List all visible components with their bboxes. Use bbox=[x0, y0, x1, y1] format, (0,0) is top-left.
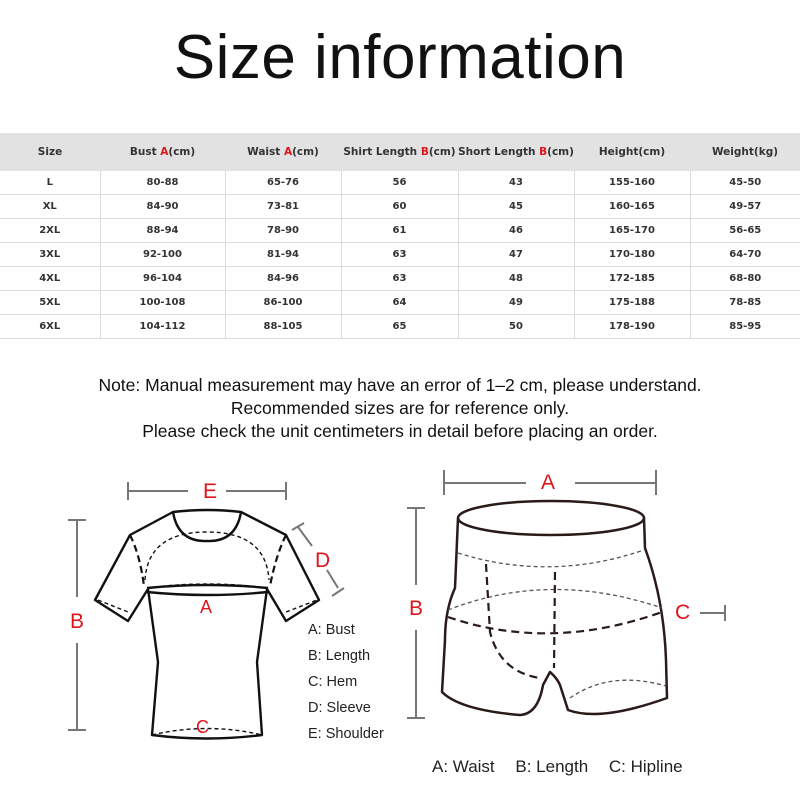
table-cell: 45-50 bbox=[690, 171, 800, 195]
table-cell: 104-112 bbox=[100, 315, 225, 339]
header-text: Shirt Length bbox=[343, 146, 421, 158]
table-cell: 73-81 bbox=[225, 195, 341, 219]
header-text: Short Length bbox=[458, 146, 540, 158]
table-row bbox=[0, 219, 800, 243]
header-text: Bust bbox=[129, 146, 161, 158]
shirt-label-c: C bbox=[196, 717, 209, 737]
table-cell: 81-94 bbox=[225, 243, 341, 267]
header-measure-key: B bbox=[420, 146, 429, 158]
table-cell: 49 bbox=[458, 291, 574, 315]
table-row bbox=[0, 195, 800, 219]
table-cell: 4XL bbox=[0, 267, 100, 291]
table-cell: 50 bbox=[458, 315, 574, 339]
table-cell: 160-165 bbox=[574, 195, 690, 219]
shorts-legend-waist: A: Waist bbox=[432, 757, 495, 776]
header-unit: (cm) bbox=[168, 146, 196, 158]
size-chart-table bbox=[0, 133, 800, 339]
table-row bbox=[0, 243, 800, 267]
shirt-legend-length: B: Length bbox=[308, 648, 371, 664]
shirt-label-e: E bbox=[203, 480, 218, 503]
table-cell: 64 bbox=[341, 291, 458, 315]
note-line-1: Note: Manual measurement may have an error of 1–2 cm, please understand. bbox=[98, 375, 702, 395]
header-measure-key: A bbox=[160, 146, 169, 158]
note-line-2: Recommended sizes are for reference only. bbox=[230, 398, 570, 418]
table-cell: 60 bbox=[341, 195, 458, 219]
table-cell: 45 bbox=[458, 195, 574, 219]
shirt-label-d: D bbox=[315, 549, 331, 572]
table-row bbox=[0, 291, 800, 315]
shorts-legend-hipline: C: Hipline bbox=[608, 757, 683, 776]
table-cell: 172-185 bbox=[574, 267, 690, 291]
table-cell: 43 bbox=[458, 171, 574, 195]
header-unit: (cm) bbox=[428, 146, 456, 158]
table-cell: 65-76 bbox=[225, 171, 341, 195]
shorts-legend bbox=[400, 757, 800, 777]
shorts-label-a: A bbox=[541, 471, 556, 494]
table-cell: 2XL bbox=[0, 219, 100, 243]
table-cell: 6XL bbox=[0, 315, 100, 339]
shorts-outline-icon bbox=[400, 460, 760, 760]
shirt-label-a: A bbox=[200, 597, 213, 617]
table-cell: 3XL bbox=[0, 243, 100, 267]
table-cell: 47 bbox=[458, 243, 574, 267]
shorts-legend-length: B: Length bbox=[515, 757, 589, 776]
page-title: Size information bbox=[173, 23, 627, 92]
table-cell: 48 bbox=[458, 267, 574, 291]
table-cell: 86-100 bbox=[225, 291, 341, 315]
shirt-diagram bbox=[40, 460, 400, 790]
shirt-legend-hem: C: Hem bbox=[308, 674, 358, 690]
shorts-label-b: B bbox=[409, 597, 424, 620]
table-cell: 84-96 bbox=[225, 267, 341, 291]
column-header bbox=[100, 133, 225, 171]
table-row bbox=[0, 315, 800, 339]
header-unit: (cm) bbox=[292, 146, 319, 158]
shirt-legend-bust: A: Bust bbox=[308, 622, 355, 638]
table-cell: 61 bbox=[341, 219, 458, 243]
shorts-label-c: C bbox=[675, 601, 691, 624]
table-cell: 78-90 bbox=[225, 219, 341, 243]
table-cell: 78-85 bbox=[690, 291, 800, 315]
table-cell: 96-104 bbox=[100, 267, 225, 291]
table-cell: 80-88 bbox=[100, 171, 225, 195]
shirt-label-b: B bbox=[70, 610, 85, 633]
table-cell: 49-57 bbox=[690, 195, 800, 219]
table-cell: 68-80 bbox=[690, 267, 800, 291]
measurement-note bbox=[0, 374, 800, 443]
header-unit: (cm) bbox=[547, 146, 574, 158]
table-row bbox=[0, 171, 800, 195]
shorts-diagram bbox=[400, 460, 760, 760]
table-cell: 175-188 bbox=[574, 291, 690, 315]
table-header-row bbox=[0, 133, 800, 171]
column-header bbox=[225, 133, 341, 171]
column-header bbox=[690, 133, 800, 171]
header-text: Waist bbox=[247, 146, 284, 158]
table-cell: 88-105 bbox=[225, 315, 341, 339]
header-text: Size bbox=[37, 146, 63, 158]
table-cell: 56-65 bbox=[690, 219, 800, 243]
header-text: Height(cm) bbox=[598, 146, 666, 158]
table-cell: 155-160 bbox=[574, 171, 690, 195]
shirt-legend-shoulder: E: Shoulder bbox=[308, 726, 384, 742]
table-cell: L bbox=[0, 171, 100, 195]
header-text: Weight(kg) bbox=[711, 146, 779, 158]
table-cell: 5XL bbox=[0, 291, 100, 315]
table-cell: 56 bbox=[341, 171, 458, 195]
table-cell: 46 bbox=[458, 219, 574, 243]
table-cell: 170-180 bbox=[574, 243, 690, 267]
table-cell: 65 bbox=[341, 315, 458, 339]
table-cell: 88-94 bbox=[100, 219, 225, 243]
table-cell: 84-90 bbox=[100, 195, 225, 219]
table-cell: 100-108 bbox=[100, 291, 225, 315]
table-cell: 85-95 bbox=[690, 315, 800, 339]
column-header bbox=[458, 133, 574, 171]
header-measure-key: B bbox=[539, 146, 548, 158]
table-cell: 165-170 bbox=[574, 219, 690, 243]
shirt-legend-sleeve: D: Sleeve bbox=[308, 700, 371, 716]
header-measure-key: A bbox=[283, 146, 293, 158]
column-header bbox=[0, 133, 100, 171]
table-cell: 178-190 bbox=[574, 315, 690, 339]
table-cell: 63 bbox=[341, 267, 458, 291]
table-cell: 63 bbox=[341, 243, 458, 267]
note-line-3: Please check the unit centimeters in detail before placing an order. bbox=[142, 421, 658, 441]
column-header bbox=[574, 133, 690, 171]
column-header bbox=[341, 133, 458, 171]
table-cell: 92-100 bbox=[100, 243, 225, 267]
table-row bbox=[0, 267, 800, 291]
table-cell: XL bbox=[0, 195, 100, 219]
table-cell: 64-70 bbox=[690, 243, 800, 267]
